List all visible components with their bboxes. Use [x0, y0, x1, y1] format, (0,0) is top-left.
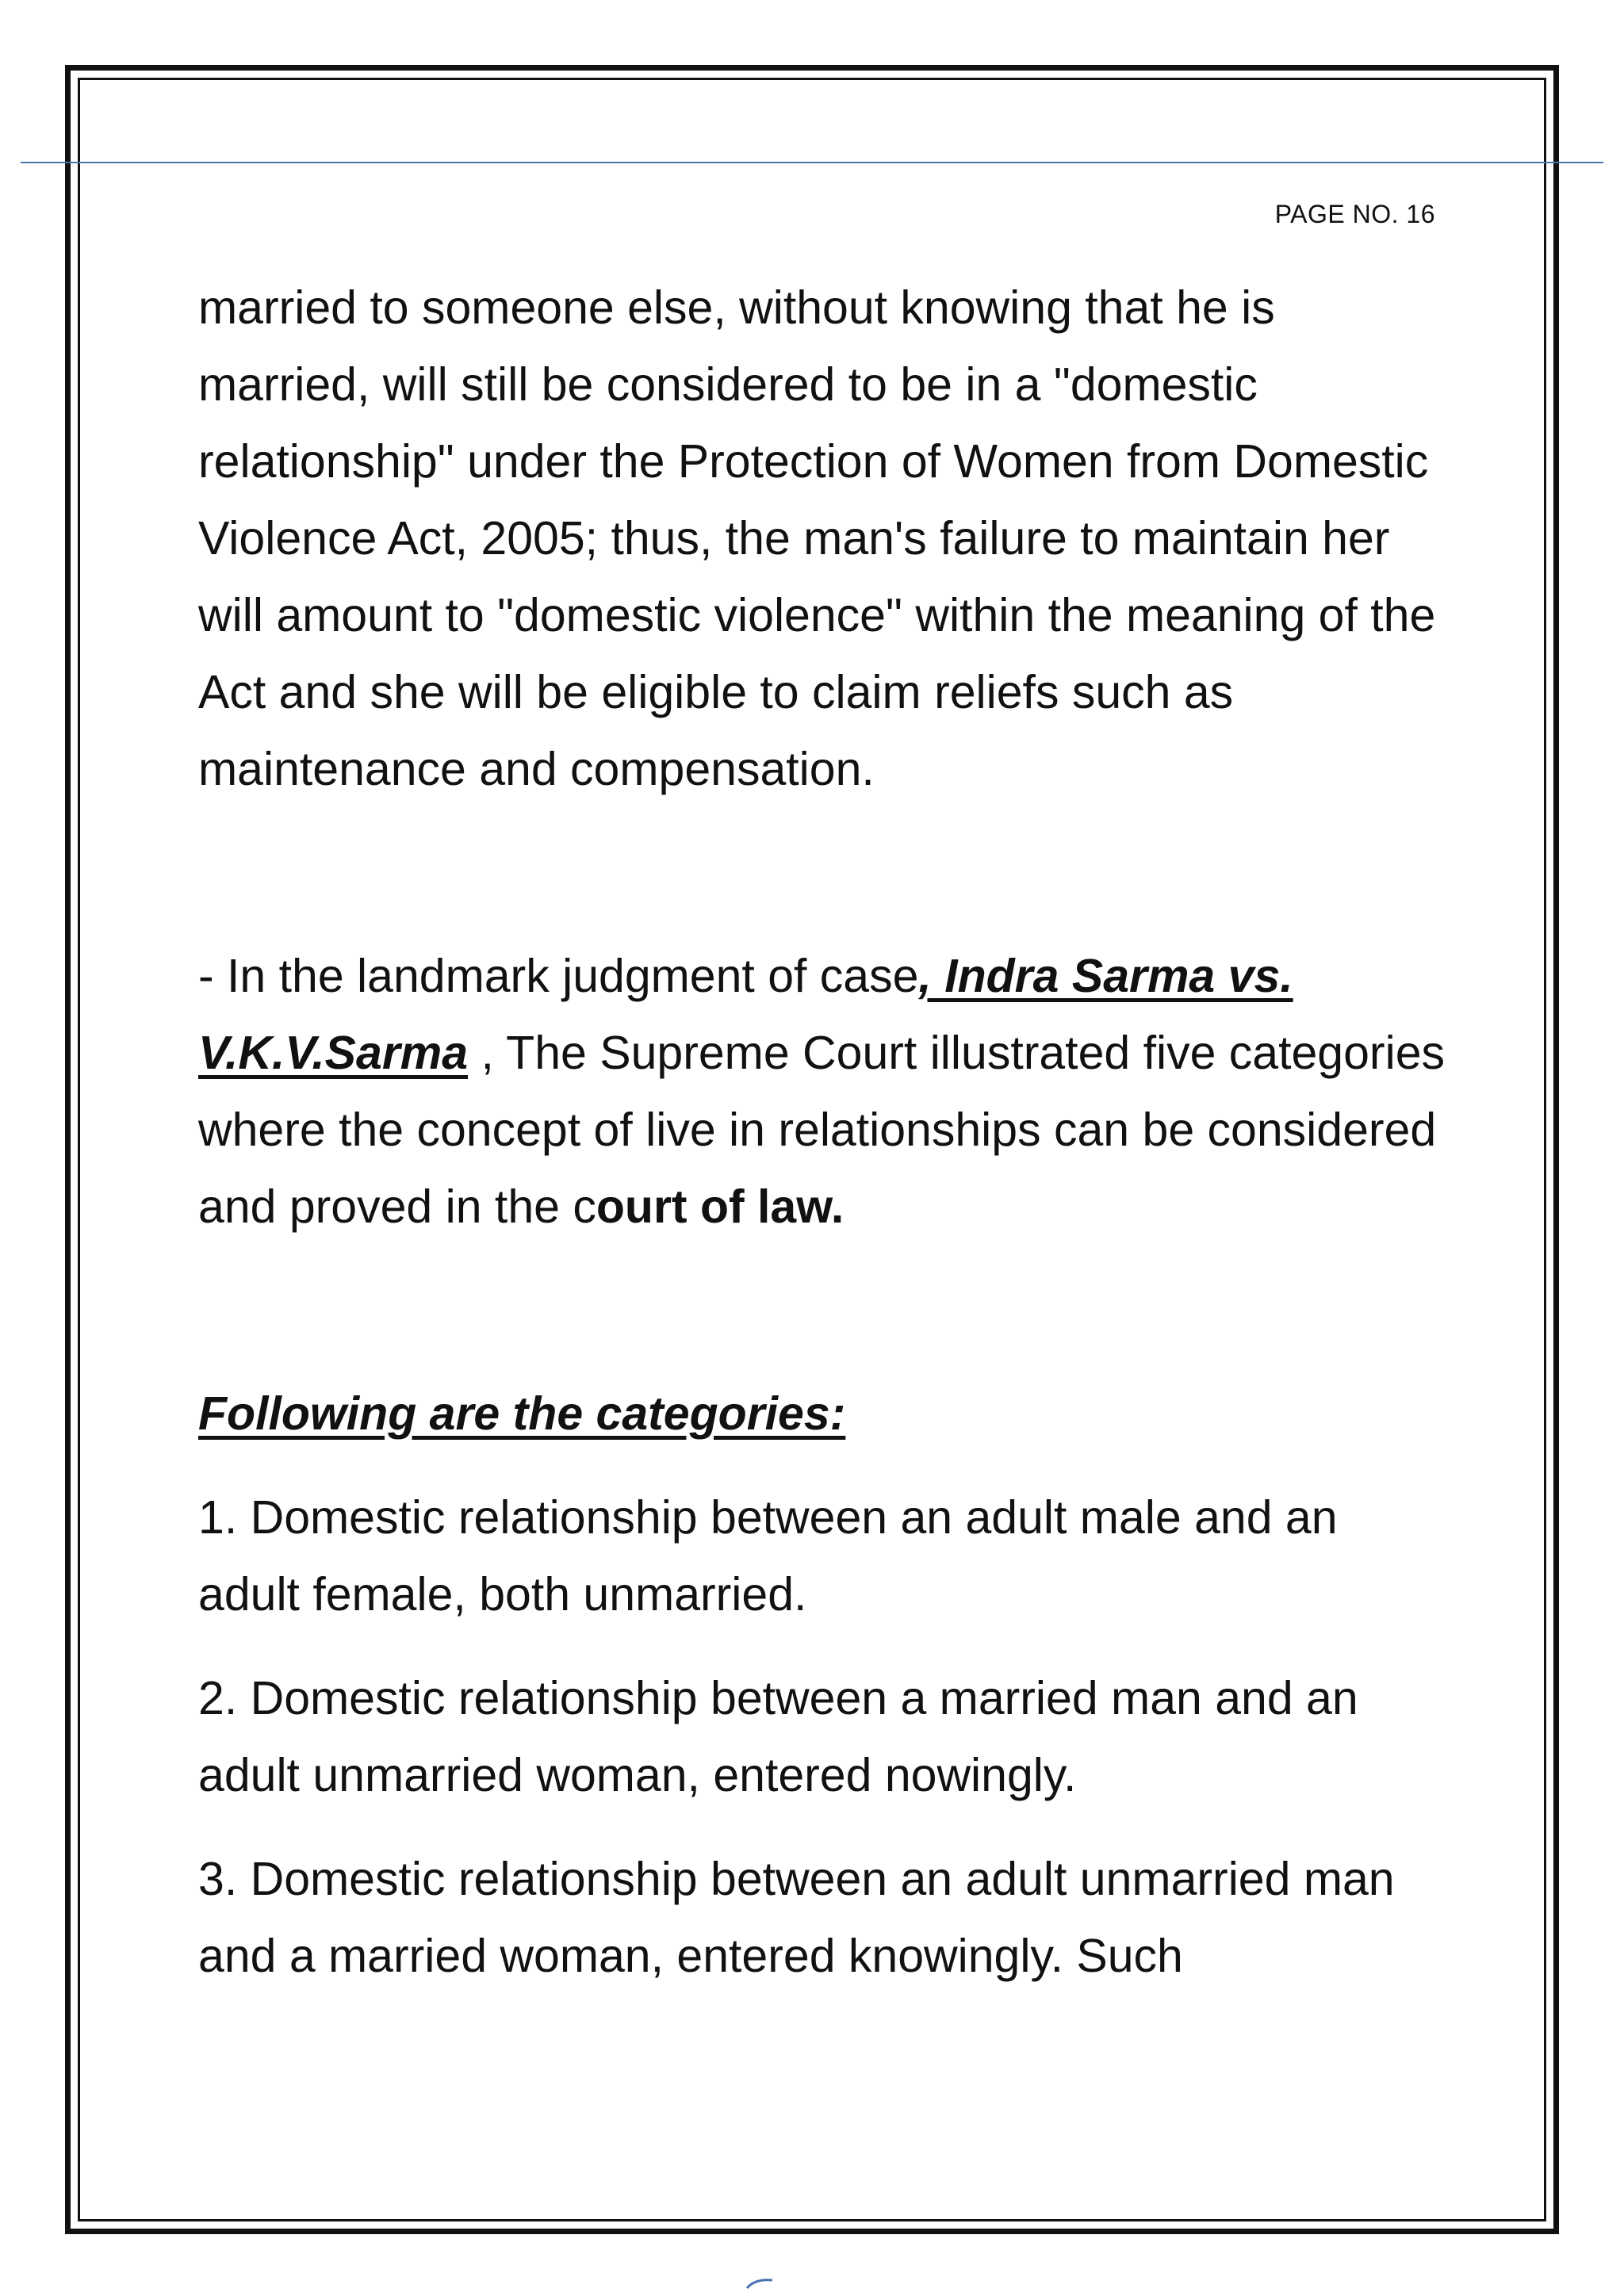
category-item-2: 2. Domestic relationship between a married man and an adult unmarried woman, entered nowingly. — [198, 1672, 1358, 1801]
category-item-3: 3. Domestic relationship between an adult unmarried man and a married woman, entered knowingly. Such — [198, 1853, 1395, 1982]
category-item-1: 1. Domestic relationship between an adult male and an adult female, both unmarried. — [198, 1491, 1338, 1621]
header-rule — [21, 162, 1603, 163]
paragraph-continuation: married to someone else, without knowing that he is married, will still be considered to be in a "domestic relationship" under the Protection of Women from Domestic Violence Act, 2005; thus, the man's failure to maintain her will amount to "domestic violence" within the meaning of the Act and she will be eligible to claim reliefs such as maintenance and compensation. — [198, 281, 1436, 795]
page-number: PAGE NO. 16 — [1274, 200, 1435, 228]
case-name: , Indra Sarma vs. V.K.V.Sarma — [198, 950, 1293, 1079]
footer-mark-icon — [744, 2275, 776, 2291]
categories-heading: Following are the categories: — [198, 1387, 846, 1440]
paragraph-bold-end: ourt of law. — [596, 1181, 845, 1233]
document-body — [198, 270, 1451, 1995]
paragraph-middle-text: , The Supreme Court illustrated five categories where the concept of live in relationships can be considered and proved in the c — [198, 1027, 1446, 1233]
paragraph-intro-text: - In the landmark judgment of case — [198, 950, 919, 1002]
paragraph-landmark-judgment — [198, 938, 1451, 1246]
